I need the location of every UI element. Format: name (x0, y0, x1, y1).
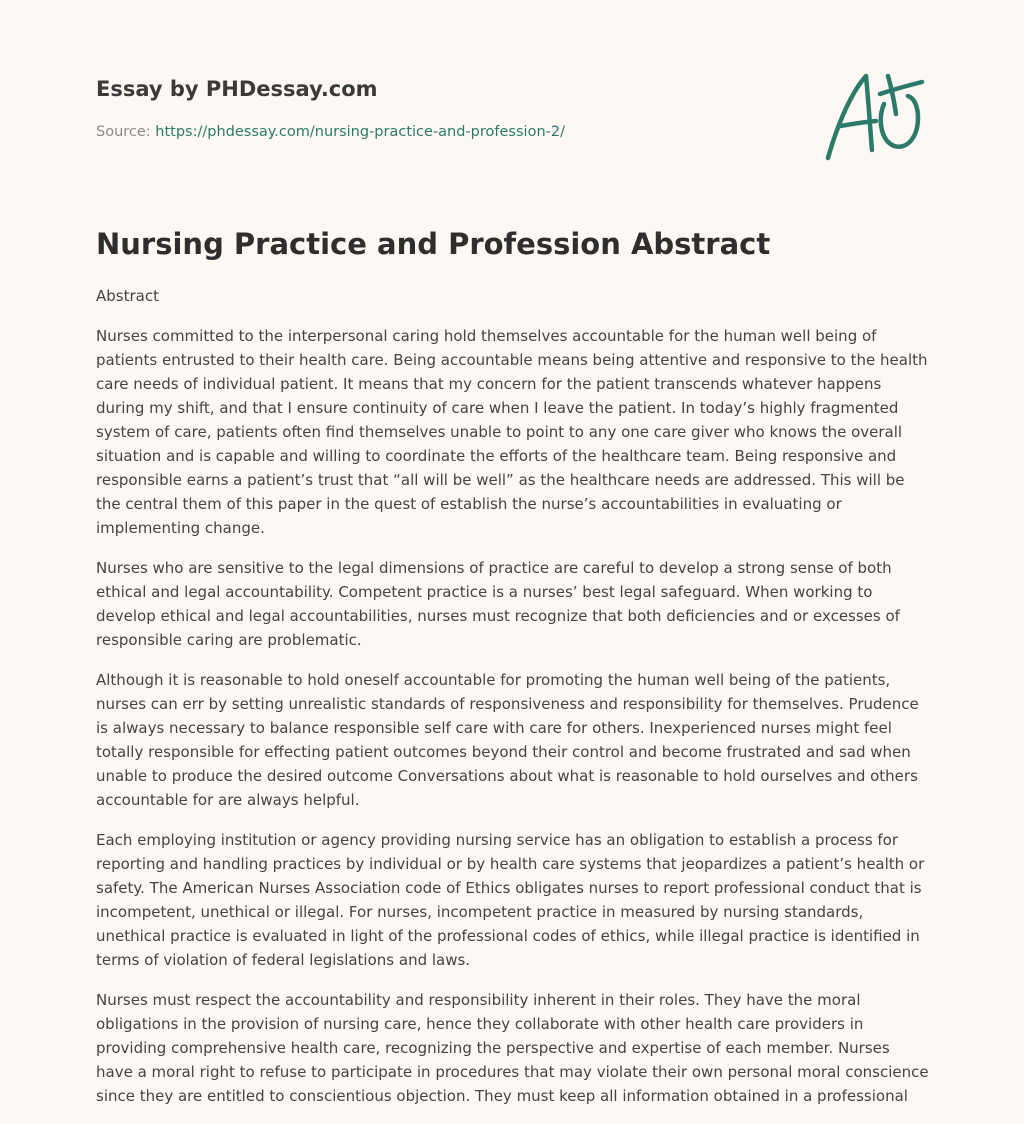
paragraph: Each employing institution or agency providing nursing service has an obligation to establish a process for reporting and handling practices by individual or by health care systems that jeopardizes a patient’s health or safety. The American Nurses Association code of Ethics obligates nurses to report professional conduct that is incompetent, unethical or illegal. For nurses, incompetent practice in measured by nursing standards, unethical practice is evaluated in light of the professional codes of ethics, while illegal practice is identified in terms of violation of federal legislations and laws. (96, 831, 925, 969)
paragraph: Nurses committed to the interpersonal caring hold themselves accountable for the human well being of patients entrusted to their health care. Being accountable means being attentive and responsive to the health care needs of individual patient. It means that my concern for the patient transcends whatever happens during my shift, and that I ensure continuity of care when I leave the patient. In today’s highly fragmented system of care, patients often find themselves unable to point to any one care giver who knows the overall situation and is capable and willing to coordinate the efforts of the healthcare team. Being responsive and responsible earns a patient’s trust that “all will be well” as the healthcare needs are addressed. This will be the central them of this paper in the quest of establish the nurse’s accountabilities in evaluating or implementing change. (96, 327, 928, 537)
source-label: Source: (96, 124, 156, 140)
paragraph: Nurses must respect the accountability and responsibility inherent in their roles. They have the moral obligations in the provision of nursing care, hence they collaborate with other health care providers in providing comprehensive health care, recognizing the perspective and expertise of each member. Nurses have a moral right to refuse to participate in procedures that may violate their own personal moral conscience since they are entitled to conscientious objection. They must keep all information obtained in a professional (96, 991, 929, 1105)
essay-title: Nursing Practice and Profession Abstract (96, 227, 771, 261)
source-line (96, 122, 616, 142)
source-link[interactable]: https://phdessay.com/nursing-practice-and-profession-2/ (155, 124, 565, 140)
a-plus-icon (818, 66, 930, 166)
brand-title: Essay by PHDessay.com (96, 77, 378, 101)
essay-header (96, 74, 616, 142)
paragraph: Although it is reasonable to hold oneself accountable for promoting the human well being of the patients, nurses can err by setting unrealistic standards of responsiveness and responsibility for themselves. Prudence is always necessary to balance responsible self care with care for others. Inexperienced nurses might feel totally responsible for effecting patient outcomes beyond their control and become frustrated and sad when unable to produce the desired outcome Conversations about what is reasonable to hold ourselves and others accountable for are always helpful. (96, 671, 919, 809)
paragraph: Nurses who are sensitive to the legal dimensions of practice are careful to develop a strong sense of both ethical and legal accountability. Competent practice is a nurses’ best legal safeguard. When working to develop ethical and legal accountabilities, nurses must recognize that both deficiencies and or excesses of responsible caring are problematic. (96, 559, 900, 649)
essay-body (96, 284, 930, 1124)
paragraph: Abstract (96, 287, 159, 305)
